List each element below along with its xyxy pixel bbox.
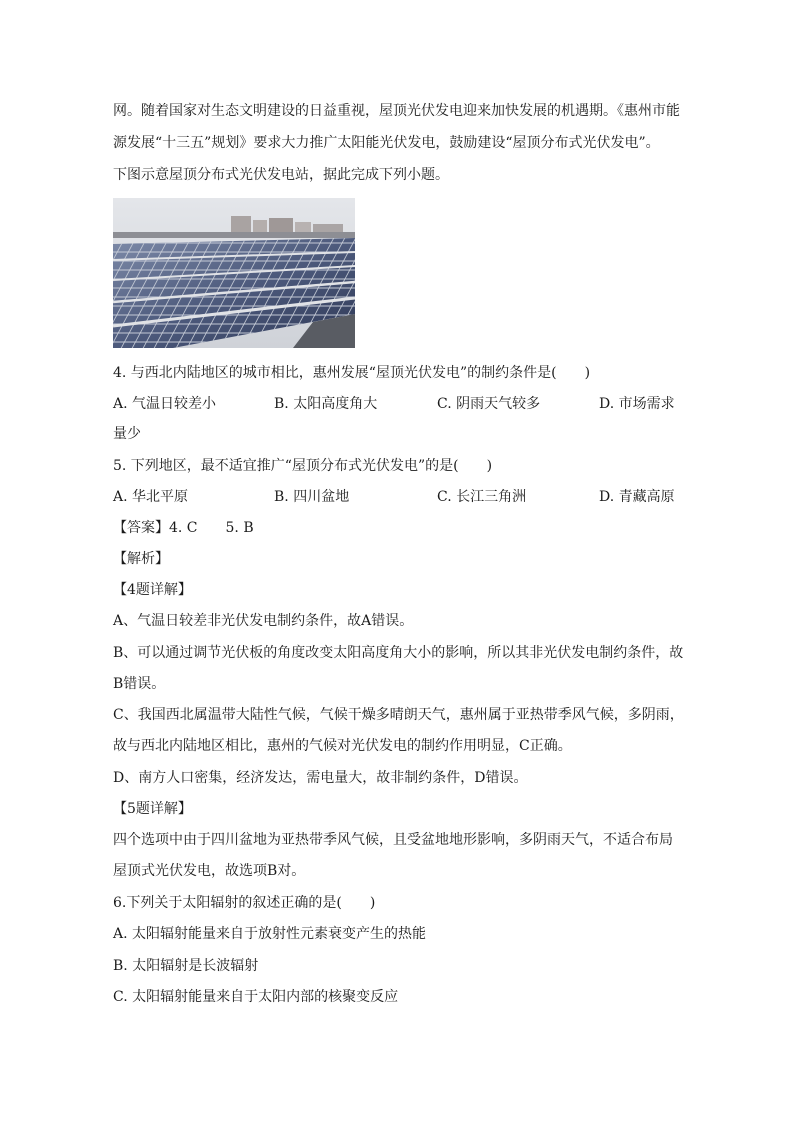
q4-option-d: D. 市场需求 bbox=[599, 396, 675, 412]
q4-option-a: A. 气温日较差小 bbox=[113, 396, 217, 412]
analysis-heading: 【解析】 bbox=[113, 551, 169, 567]
q6-stem: 6.下列关于太阳辐射的叙述正确的是( ) bbox=[113, 895, 376, 911]
detail4-c-line1: C、我国西北属温带大陆性气候，气候干燥多晴朗天气，惠州属于亚热带季风气候，多阴雨， bbox=[113, 707, 684, 723]
intro-line-1: 网。随着国家对生态文明建设的日益重视，屋顶光伏发电迎来加快发展的机遇期。《惠州市能 bbox=[113, 103, 680, 119]
q5-option-a: A. 华北平原 bbox=[113, 489, 189, 505]
intro-line-2: 源发展“十三五”规划》要求大力推广太阳能光伏发电，鼓励建设“屋顶分布式光伏发电”。 bbox=[113, 135, 660, 151]
detail4-a: A、气温日较差非光伏发电制约条件，故A错误。 bbox=[113, 613, 414, 629]
q4-option-d-continued: 量少 bbox=[113, 426, 141, 442]
intro-line-3: 下图示意屋顶分布式光伏发电站，据此完成下列小题。 bbox=[113, 167, 449, 183]
detail4-c-line2: 故与西北内陆地区相比，惠州的气候对光伏发电的制约作用明显，C正确。 bbox=[113, 738, 572, 754]
q5-option-c: C. 长江三角洲 bbox=[437, 489, 527, 505]
q5-stem: 5. 下列地区，最不适宜推广“屋顶分布式光伏发电”的是( ) bbox=[113, 458, 493, 474]
detail4-b-line2: B错误。 bbox=[113, 676, 166, 692]
answer-line bbox=[113, 518, 683, 538]
q4-stem: 4. 与西北内陆地区的城市相比，惠州发展“屋顶光伏发电”的制约条件是( ) bbox=[113, 365, 591, 381]
answer-label: 【答案】 bbox=[113, 520, 169, 536]
answer-value: 4. C 5. B bbox=[169, 520, 254, 536]
q5-option-d: D. 青藏高原 bbox=[599, 489, 675, 505]
q4-option-c: C. 阴雨天气较多 bbox=[437, 396, 541, 412]
solar-panel-photo bbox=[113, 198, 355, 348]
q6-option-b: B. 太阳辐射是长波辐射 bbox=[113, 958, 259, 974]
detail4-b-line1: B、可以通过调节光伏板的角度改变太阳高度角大小的影响，所以其非光伏发电制约条件，故 bbox=[113, 645, 684, 661]
detail5-line2: 屋顶式光伏发电，故选项B对。 bbox=[113, 863, 306, 879]
q5-option-b: B. 四川盆地 bbox=[274, 489, 350, 505]
detail5-line1: 四个选项中由于四川盆地为亚热带季风气候，且受盆地地形影响，多阴雨天气，不适合布局 bbox=[113, 832, 673, 848]
detail5-heading: 【5题详解】 bbox=[113, 801, 192, 817]
q4-option-b: B. 太阳高度角大 bbox=[274, 396, 378, 412]
detail4-heading: 【4题详解】 bbox=[113, 582, 192, 598]
q6-option-c: C. 太阳辐射能量来自于太阳内部的核聚变反应 bbox=[113, 989, 399, 1005]
q6-option-a: A. 太阳辐射能量来自于放射性元素衰变产生的热能 bbox=[113, 926, 427, 942]
detail4-d: D、南方人口密集，经济发达，需电量大，故非制约条件，D错误。 bbox=[113, 770, 528, 786]
